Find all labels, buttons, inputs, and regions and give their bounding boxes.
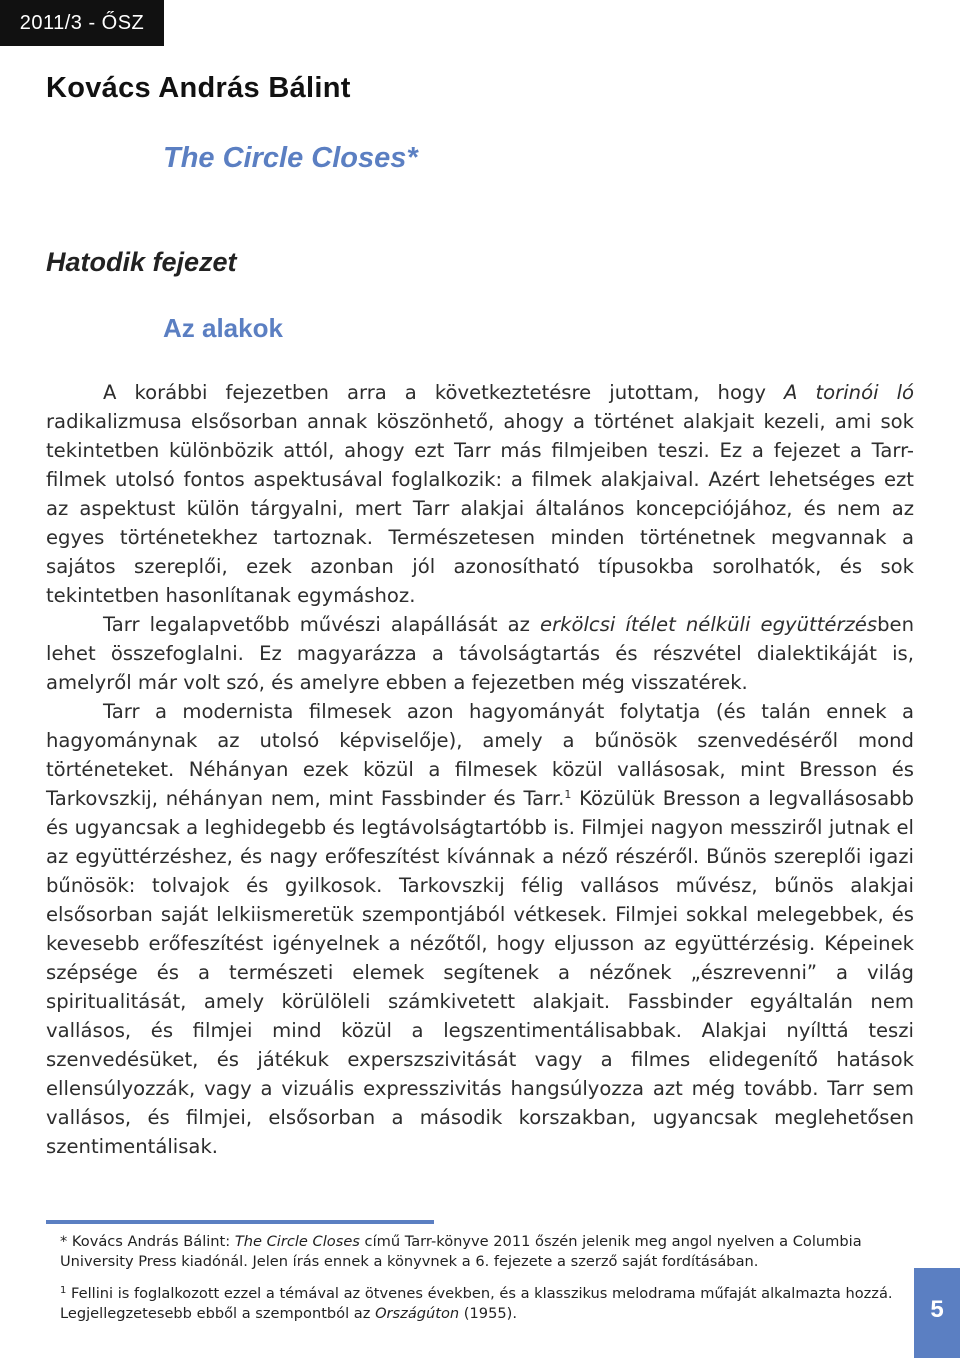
footnotes — [60, 1232, 920, 1324]
issue-label: 2011/3 - ŐSZ — [0, 0, 164, 46]
paragraph-text: Tarr a modernista filmesek azon hagyományát folytatja (és talán ennek a hagyománynak az utolsó képviselője), amely a bűnösök szenvedéséről mond történeteket. Néhányan ezek közül a filmesek közül vallásosak, mint Bresson és Tarkovszkij, néhányan nem, mint Fassbinder és Tarr. — [46, 700, 914, 810]
author-name: Kovács András Bálint — [46, 72, 351, 104]
emphasis: erkölcsi ítélet nélküli együttérzés — [540, 613, 878, 636]
footnote-text: * Kovács András Bálint: — [60, 1233, 235, 1250]
chapter-heading: Hatodik fejezet — [46, 247, 237, 277]
page-number: 5 — [914, 1268, 960, 1358]
footnote-text: (1955). — [459, 1305, 517, 1322]
paragraph-text: A korábbi fejezetben arra a következtetésre jutottam, hogy — [103, 381, 785, 404]
book-title-emphasis: The Circle Closes — [234, 1233, 360, 1250]
footnote-reference: 1 — [564, 788, 572, 801]
article-body — [46, 378, 914, 1161]
paragraph-text: Közülük Bresson a legvallásosabb és ugyancsak a leghidegebb és legtávolságtartóbb is. Filmjei nagyon messziről jutnak el az együttérzéshez, és nagy erőfeszítést kívánnak a néző részéről. Bűnös szereplői igazi bűnösök: tolvajok és gyilkosok. Tarkovszkij félig vallásos művész, bűnös alakjai elsősorban saját lelkiismeretük szempontjából vétkesek. Filmjei sokkal melegebbek, és kevesebb erőfeszítést igényelnek a nézőtől, hogy eljusson az együttérzésig. Képeinek szépsége és a természeti elemek segítenek a nézőnek „észrevenni” a világ spiritualitását, amely körülöleli számkivetett alakjait. Fassbinder egyáltalán nem vallásos, és filmjei mind közül a legszentimentálisabbak. Alakjai nyílttá teszi szenvedésüket, és játékuk experszszivitását vagy a filmes elidegenítő hatások ellensúlyozzák, vagy a vizuális expresszivitás hangsúlyozza azt még tovább. Tarr sem vallásos, és filmjei, elsősorban a második korszakban, ugyancsak meglehetősen szentimentálisak. — [46, 787, 914, 1158]
footnote-2 — [60, 1284, 920, 1324]
footnote-text: Fellini is foglalkozott ezzel a témával az ötvenes években, és a klasszikus melodrama műfaját alkalmazta hozzá. Legjellegzetesebb ebből a szempontból az — [60, 1285, 893, 1322]
paragraph-1 — [46, 378, 914, 610]
footnote-divider — [46, 1220, 434, 1224]
paragraph-text: Tarr legalapvetőbb művészi alapállását az — [103, 613, 541, 636]
footnote-text: című Tarr-könyve 2011 őszén jelenik meg angol nyelven a Columbia University Press kiadónál. Jelen írás ennek a könyvnek a 6. fejezete a szerző saját fordításában. — [60, 1233, 862, 1270]
footnote-marker: 1 — [60, 1285, 67, 1296]
article-title: The Circle Closes* — [163, 142, 418, 174]
paragraph-text: radikalizmusa elsősorban annak köszönhető, ahogy a történet alakjait kezeli, ami sok tekintetben különbözik attól, ahogy ezt Tarr más filmjeiben teszi. Ez a fejezet a Tarr-filmek utolsó fontos aspektusával foglalkozik: a filmek alakjaival. Azért lehetséges ezt az aspektust külön tárgyalni, mert Tarr alakjai általános koncepciójához, és nem az egyes történetekhez tartoznak. Természetesen minden történetnek megvannak a sajátos szereplői, ezek azonban jól azonosítható típusokba sorolhatók, és sok tekintetben hasonlítanak egymáshoz. — [46, 410, 914, 607]
paragraph-text: ben lehet összefoglalni. Ez magyarázza a távolságtartás és részvétel dialektikáját is, amelyről már volt szó, és amelyre ebben a fejezetben még visszatérek. — [46, 613, 914, 694]
footnote-1 — [60, 1232, 920, 1272]
film-title-emphasis: Országúton — [375, 1305, 460, 1322]
paragraph-3 — [46, 697, 914, 1161]
section-heading: Az alakok — [163, 313, 283, 343]
paragraph-2 — [46, 610, 914, 697]
film-title-emphasis: A torinói ló — [784, 381, 914, 404]
